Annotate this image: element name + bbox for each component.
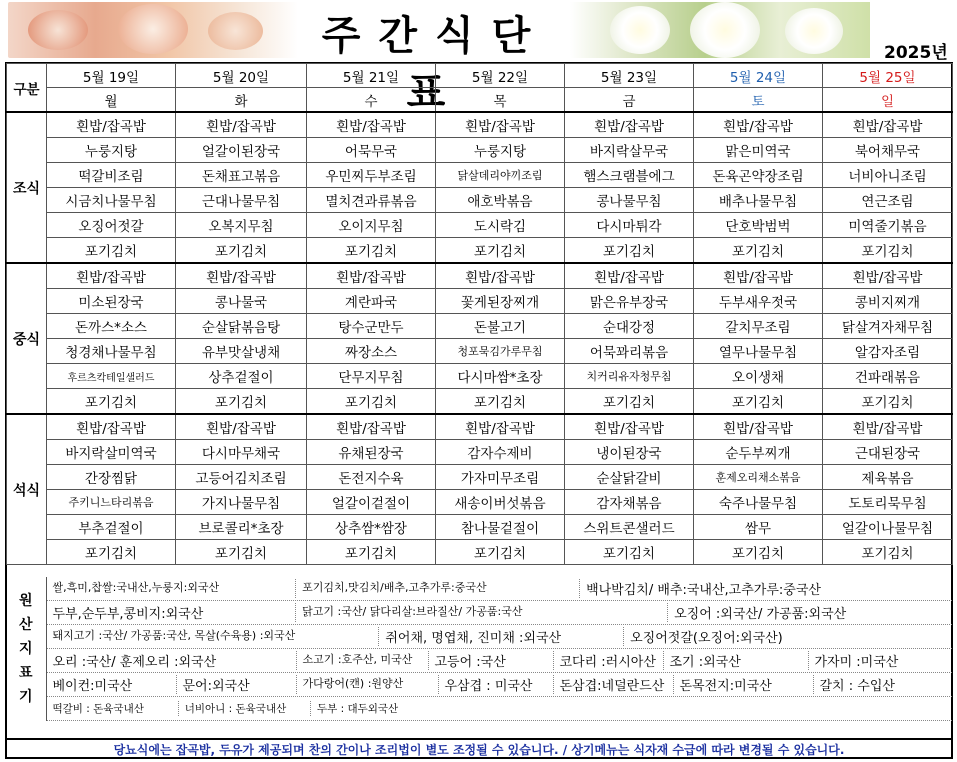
- menu-item: 오이지무침: [307, 213, 436, 238]
- menu-item: 맑은미역국: [694, 138, 823, 163]
- menu-item: 다시마튀각: [565, 213, 694, 238]
- menu-item: 흰밥/잡곡밥: [47, 414, 176, 440]
- menu-item: 단호박범벅: [694, 213, 823, 238]
- origin-label-char: 표: [18, 664, 33, 681]
- menu-item: 바지락살무국: [565, 138, 694, 163]
- menu-item: 감자수제비: [436, 440, 565, 465]
- origin-entry: 조기 :외국산: [664, 651, 809, 670]
- origin-entry: 돈삼겹:네덜란드산: [554, 675, 674, 694]
- origin-entry: 돈목전지:미국산: [674, 675, 814, 694]
- menu-item: 고등어김치조림: [176, 465, 307, 490]
- menu-item: 상추쌈*쌈장: [307, 515, 436, 540]
- menu-item: 돈까스*소스: [47, 314, 176, 339]
- origin-line: [46, 625, 952, 649]
- lunch-label: 중식: [7, 263, 47, 414]
- menu-item: 돈불고기: [436, 314, 565, 339]
- date-header: 5월 22일: [436, 64, 565, 88]
- origin-line: [46, 601, 952, 625]
- origin-entry: 가자미 :미국산: [814, 655, 899, 670]
- menu-item: 너비아니조림: [823, 163, 953, 188]
- menu-item: 누룽지탕: [47, 138, 176, 163]
- menu-item: 흰밥/잡곡밥: [436, 263, 565, 289]
- origin-line: [46, 577, 952, 601]
- origin-entry: 우삼겹 : 미국산: [439, 675, 554, 694]
- menu-item: 제육볶음: [823, 465, 953, 490]
- menu-item: 포기김치: [565, 238, 694, 264]
- date-header: 5월 20일: [176, 64, 307, 88]
- menu-item: 어묵무국: [307, 138, 436, 163]
- menu-item: 포기김치: [307, 540, 436, 565]
- menu-item: 포기김치: [47, 389, 176, 415]
- origin-entry: 갈치 : 수입산: [819, 679, 895, 694]
- menu-item: 포기김치: [307, 389, 436, 415]
- origin-entry: 백나박김치/ 배추:국내산,고추가루:중국산: [586, 583, 821, 598]
- menu-item: 꽃게된장찌개: [436, 289, 565, 314]
- menu-item: 북어채무국: [823, 138, 953, 163]
- menu-item: 청포묵김가루무침: [436, 339, 565, 364]
- menu-item: 누룽지탕: [436, 138, 565, 163]
- menu-item: 짜장소스: [307, 339, 436, 364]
- day-header: 수: [307, 88, 436, 113]
- menu-item: 돈전지수육: [307, 465, 436, 490]
- menu-item: 참나물겉절이: [436, 515, 565, 540]
- menu-item: 스위트콘샐러드: [565, 515, 694, 540]
- menu-item: 포기김치: [565, 389, 694, 415]
- origin-label-char: 지: [18, 640, 33, 657]
- flower-image-left: [8, 2, 298, 58]
- origin-entry: 문어:외국산: [177, 675, 297, 694]
- menu-item: 흰밥/잡곡밥: [307, 263, 436, 289]
- origin-entry: 떡갈비 : 돈육국내산: [47, 701, 179, 716]
- menu-item: 오복지무침: [176, 213, 307, 238]
- origin-entry: 고등어 :국산: [429, 651, 554, 670]
- menu-item: 흰밥/잡곡밥: [176, 112, 307, 138]
- menu-item: 포기김치: [47, 238, 176, 264]
- origin-label-char: 기: [18, 688, 33, 705]
- menu-item: 포기김치: [565, 540, 694, 565]
- menu-item: 흰밥/잡곡밥: [565, 112, 694, 138]
- menu-item: 건파래볶음: [823, 364, 953, 389]
- menu-item: 순살닭갈비: [565, 465, 694, 490]
- menu-item: 브로콜리*초장: [176, 515, 307, 540]
- menu-item: 콩비지찌개: [823, 289, 953, 314]
- menu-item: 포기김치: [823, 238, 953, 264]
- menu-item: 포기김치: [694, 540, 823, 565]
- menu-item: 어묵꽈리볶음: [565, 339, 694, 364]
- menu-item: 부추겉절이: [47, 515, 176, 540]
- menu-item: 탕수군만두: [307, 314, 436, 339]
- menu-item: 흰밥/잡곡밥: [694, 263, 823, 289]
- origin-label-char: 원: [18, 592, 33, 609]
- menu-item: 쌈무: [694, 515, 823, 540]
- day-header: 화: [176, 88, 307, 113]
- year-label: 2025년: [884, 43, 948, 63]
- origin-entry: 소고기 :호주산, 미국산: [297, 651, 429, 670]
- day-header: 목: [436, 88, 565, 113]
- menu-item: 흰밥/잡곡밥: [694, 112, 823, 138]
- page-title: 주간식단표: [321, 13, 549, 116]
- day-header: 월: [47, 88, 176, 113]
- origin-entry: 두부 : 대두외국산: [316, 703, 399, 715]
- origin-entry: 오리 :국산/ 훈제오리 :외국산: [47, 651, 297, 670]
- menu-item: 닭살겨자채무침: [823, 314, 953, 339]
- menu-item: 상추겉절이: [176, 364, 307, 389]
- origin-entry: 오징어젓갈(오징어:외국산): [630, 631, 783, 646]
- date-header: 5월 25일: [823, 64, 953, 88]
- menu-item: 우민찌두부조림: [307, 163, 436, 188]
- origin-entry: 오징어 :외국산/ 가공품:외국산: [674, 607, 847, 622]
- menu-item: 유채된장국: [307, 440, 436, 465]
- date-header: 5월 23일: [565, 64, 694, 88]
- menu-item: 가자미무조림: [436, 465, 565, 490]
- menu-item: 흰밥/잡곡밥: [565, 414, 694, 440]
- menu-item: 계란파국: [307, 289, 436, 314]
- menu-item: 다시마무채국: [176, 440, 307, 465]
- origin-entry: 두부,순두부,콩비지:외국산: [47, 603, 297, 622]
- menu-item: 멸치견과류볶음: [307, 188, 436, 213]
- menu-item: 냉이된장국: [565, 440, 694, 465]
- menu-item: 포기김치: [823, 389, 953, 415]
- menu-item: 햄스크램블에그: [565, 163, 694, 188]
- origin-entry: 닭고기 :국산/ 닭다리살:브라질산/ 가공품:국산: [296, 603, 668, 622]
- date-header: 5월 19일: [47, 64, 176, 88]
- menu-table: [6, 63, 953, 565]
- menu-item: 흰밥/잡곡밥: [823, 263, 953, 289]
- menu-item: 포기김치: [694, 389, 823, 415]
- menu-item: 포기김치: [176, 540, 307, 565]
- menu-item: 바지락살미역국: [47, 440, 176, 465]
- menu-item: 돈육곤약장조림: [694, 163, 823, 188]
- category-header: 구분: [7, 64, 47, 113]
- menu-item: 새송이버섯볶음: [436, 490, 565, 515]
- footer-note: 당뇨식에는 잡곡밥, 두유가 제공되며 찬의 간이나 조리법이 별도 조정될 수 있습니다. / 상기메뉴는 식자재 수급에 따라 변경될 수 있습니다.: [6, 738, 952, 760]
- menu-item: 닭살데리야끼조림: [436, 163, 565, 188]
- menu-item: 포기김치: [47, 540, 176, 565]
- menu-item: 순살닭볶음탕: [176, 314, 307, 339]
- date-header: 5월 24일: [694, 64, 823, 88]
- origin-line: [46, 697, 952, 721]
- menu-item: 포기김치: [823, 540, 953, 565]
- menu-item: 돈채표고볶음: [176, 163, 307, 188]
- menu-item: 콩나물국: [176, 289, 307, 314]
- menu-item: 후르츠칵테일샐러드: [47, 364, 176, 389]
- origin-line: [46, 649, 952, 673]
- menu-item: 얼갈이나물무침: [823, 515, 953, 540]
- menu-item: 치커리유자청무침: [565, 364, 694, 389]
- menu-item: 흰밥/잡곡밥: [307, 112, 436, 138]
- menu-item: 오징어젓갈: [47, 213, 176, 238]
- menu-item: 흰밥/잡곡밥: [47, 112, 176, 138]
- menu-item: 애호박볶음: [436, 188, 565, 213]
- origin-entry: 쌀,흑미,찹쌀:국내산,누룽지:외국산: [47, 579, 297, 598]
- origin-line: [46, 673, 952, 697]
- origin-entry: 너비아니 : 돈육국내산: [179, 701, 311, 716]
- menu-item: 포기김치: [176, 238, 307, 264]
- menu-item: 흰밥/잡곡밥: [823, 414, 953, 440]
- date-header: 5월 21일: [307, 64, 436, 88]
- menu-item: 주키니느타리볶음: [47, 490, 176, 515]
- origin-entry: 쥐어채, 명엽채, 진미채 :외국산: [379, 627, 624, 646]
- day-header: 토: [694, 88, 823, 113]
- menu-item: 콩나물무침: [565, 188, 694, 213]
- day-header: 일: [823, 88, 953, 113]
- origin-table: [6, 577, 952, 721]
- menu-item: 흰밥/잡곡밥: [176, 263, 307, 289]
- origin-entry: 돼지고기 :국산/ 가공품:국산, 목살(수육용) :외국산: [47, 627, 380, 646]
- menu-item: 간장찜닭: [47, 465, 176, 490]
- menu-item: 흰밥/잡곡밥: [565, 263, 694, 289]
- menu-item: 시금치나물무침: [47, 188, 176, 213]
- menu-item: 미소된장국: [47, 289, 176, 314]
- menu-item: 맑은유부장국: [565, 289, 694, 314]
- menu-item: 두부새우젓국: [694, 289, 823, 314]
- menu-item: 흰밥/잡곡밥: [436, 112, 565, 138]
- origin-entry: 베이컨:미국산: [47, 675, 177, 694]
- menu-item: 얼갈이겉절이: [307, 490, 436, 515]
- menu-item: 포기김치: [694, 238, 823, 264]
- menu-item: 열무나물무침: [694, 339, 823, 364]
- menu-item: 유부맛살냉채: [176, 339, 307, 364]
- menu-item: 흰밥/잡곡밥: [436, 414, 565, 440]
- menu-item: 갈치무조림: [694, 314, 823, 339]
- menu-item: 포기김치: [436, 389, 565, 415]
- menu-item: 근대된장국: [823, 440, 953, 465]
- origin-entry: 코다리 :러시아산: [554, 651, 664, 670]
- menu-item: 포기김치: [436, 238, 565, 264]
- menu-item: 가지나물무침: [176, 490, 307, 515]
- menu-item: 감자채볶음: [565, 490, 694, 515]
- flower-image-right: [570, 2, 870, 58]
- origin-entry: 포기김치,맛김치/배추,고추가루:중국산: [296, 579, 580, 598]
- dinner-label: 석식: [7, 414, 47, 565]
- menu-item: 숙주나물무침: [694, 490, 823, 515]
- breakfast-label: 조식: [7, 112, 47, 263]
- menu-item: 배추나물무침: [694, 188, 823, 213]
- origin-label: [6, 577, 46, 721]
- menu-item: 얼갈이된장국: [176, 138, 307, 163]
- menu-item: 연근조림: [823, 188, 953, 213]
- menu-item: 순대강정: [565, 314, 694, 339]
- menu-item: 흰밥/잡곡밥: [694, 414, 823, 440]
- menu-item: 다시마쌈*초장: [436, 364, 565, 389]
- menu-item: 흰밥/잡곡밥: [307, 414, 436, 440]
- menu-item: 떡갈비조림: [47, 163, 176, 188]
- menu-item: 단무지무침: [307, 364, 436, 389]
- origin-label-char: 산: [18, 616, 33, 633]
- menu-item: 미역줄기볶음: [823, 213, 953, 238]
- menu-item: 도토리묵무침: [823, 490, 953, 515]
- menu-item: 알감자조림: [823, 339, 953, 364]
- menu-item: 훈제오리채소볶음: [694, 465, 823, 490]
- menu-item: 흰밥/잡곡밥: [176, 414, 307, 440]
- menu-item: 오이생채: [694, 364, 823, 389]
- menu-item: 흰밥/잡곡밥: [47, 263, 176, 289]
- menu-item: 도시락김: [436, 213, 565, 238]
- menu-item: 포기김치: [307, 238, 436, 264]
- menu-item: 근대나물무침: [176, 188, 307, 213]
- day-header: 금: [565, 88, 694, 113]
- menu-item: 청경채나물무침: [47, 339, 176, 364]
- origin-entry: 가다랑어(캔) :원양산: [297, 675, 439, 694]
- menu-item: 포기김치: [176, 389, 307, 415]
- menu-item: 순두부찌개: [694, 440, 823, 465]
- menu-item: 포기김치: [436, 540, 565, 565]
- menu-item: 흰밥/잡곡밥: [823, 112, 953, 138]
